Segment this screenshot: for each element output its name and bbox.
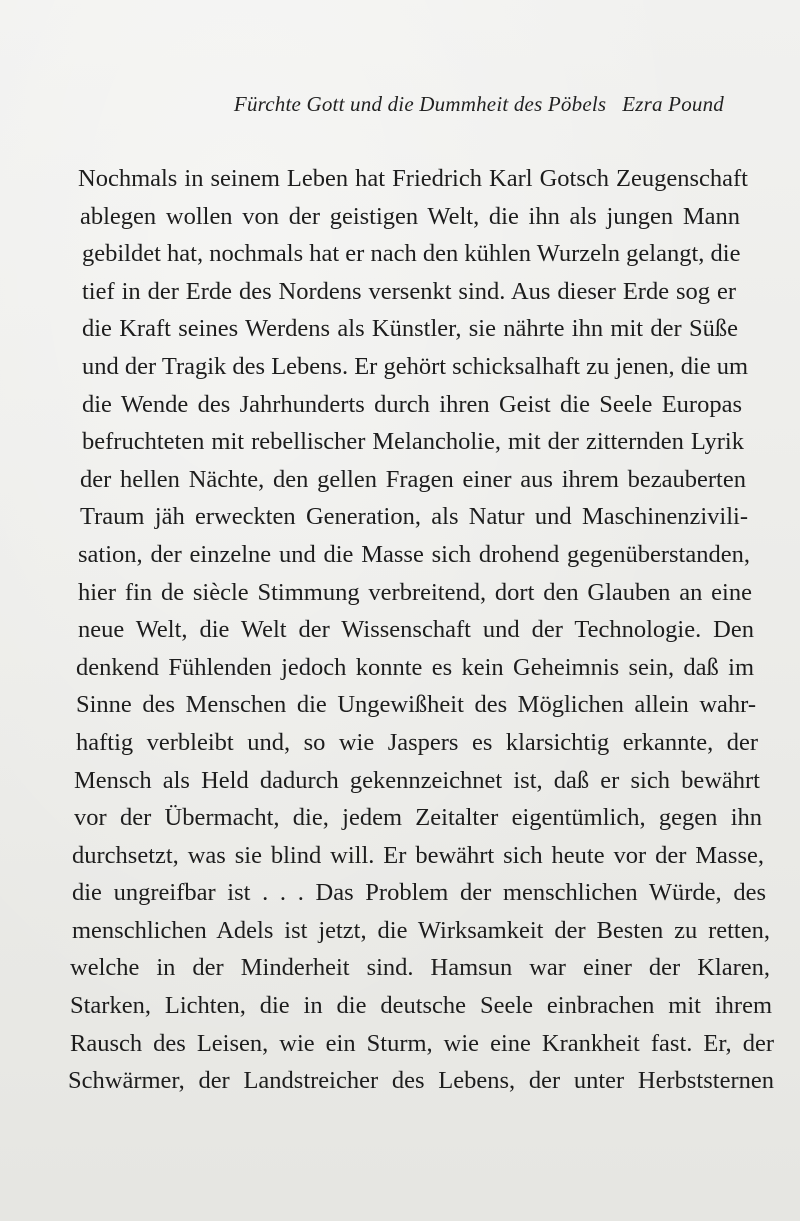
header-author: Ezra Pound — [622, 92, 724, 116]
body-text — [68, 160, 774, 1100]
running-header — [234, 92, 724, 117]
text-line: und der Tragik des Lebens. Er gehört schicksalhaft zu jenen, die um — [82, 352, 749, 380]
text-line: Schwärmer, der Landstreicher des Lebens, der unter Herbststernen — [68, 1067, 774, 1095]
text-line: die Wende des Jahrhunderts durch ihren Geist die Seele Europas — [82, 390, 742, 418]
text-line: Mensch als Held dadurch gekennzeichnet ist, daß er sich bewährt — [74, 766, 760, 794]
text-line: Nochmals in seinem Leben hat Friedrich Karl Gotsch Zeugenschaft — [78, 165, 748, 192]
text-line: tief in der Erde des Nordens versenkt sind. Aus dieser Erde sog er — [82, 277, 736, 305]
text-line: Starken, Lichten, die in die deutsche Seele einbrachen mit ihrem — [70, 992, 772, 1020]
text-line: denkend Fühlenden jedoch konnte es kein Geheimnis sein, daß im — [76, 653, 754, 681]
header-title: Fürchte Gott und die Dummheit des Pöbels — [233, 92, 607, 116]
text-line: durchsetzt, was sie blind will. Er bewährt sich heute vor der Masse, — [72, 841, 764, 869]
text-line: hier fin de siècle Stimmung verbreitend, dort den Glauben an eine — [78, 578, 752, 606]
text-line: ablegen wollen von der geistigen Welt, die ihn als jungen Mann — [80, 202, 740, 230]
text-line: Rausch des Leisen, wie ein Sturm, wie eine Krankheit fast. Er, der — [70, 1029, 774, 1057]
text-line: sation, der einzelne und die Masse sich drohend gegenüberstanden, — [78, 540, 750, 568]
text-line: menschlichen Adels ist jetzt, die Wirksamkeit der Besten zu retten, — [72, 916, 770, 944]
text-line: vor der Übermacht, die, jedem Zeitalter eigentümlich, gegen ihn — [74, 804, 762, 832]
text-line: neue Welt, die Welt der Wissenschaft und der Technologie. Den — [78, 616, 754, 644]
text-line: haftig verbleibt und, so wie Jaspers es klarsichtig erkannte, der — [76, 728, 758, 756]
text-line: Traum jäh erweckten Generation, als Natur und Maschinenzivili- — [80, 503, 748, 531]
text-line: die ungreifbar ist . . . Das Problem der menschlichen Würde, des — [72, 879, 766, 907]
text-line: befruchteten mit rebellischer Melancholie, mit der zitternden Lyrik — [82, 428, 744, 456]
text-line: gebildet hat, nochmals hat er nach den kühlen Wurzeln gelangt, die — [82, 240, 741, 268]
text-line: die Kraft seines Werdens als Künstler, sie nährte ihn mit der Süße — [82, 315, 738, 343]
text-line: Sinne des Menschen die Ungewißheit des Möglichen allein wahr- — [76, 691, 756, 719]
text-line: der hellen Nächte, den gellen Fragen einer aus ihrem bezauberten — [80, 465, 746, 493]
text-line: welche in der Minderheit sind. Hamsun war einer der Klaren, — [70, 954, 770, 982]
